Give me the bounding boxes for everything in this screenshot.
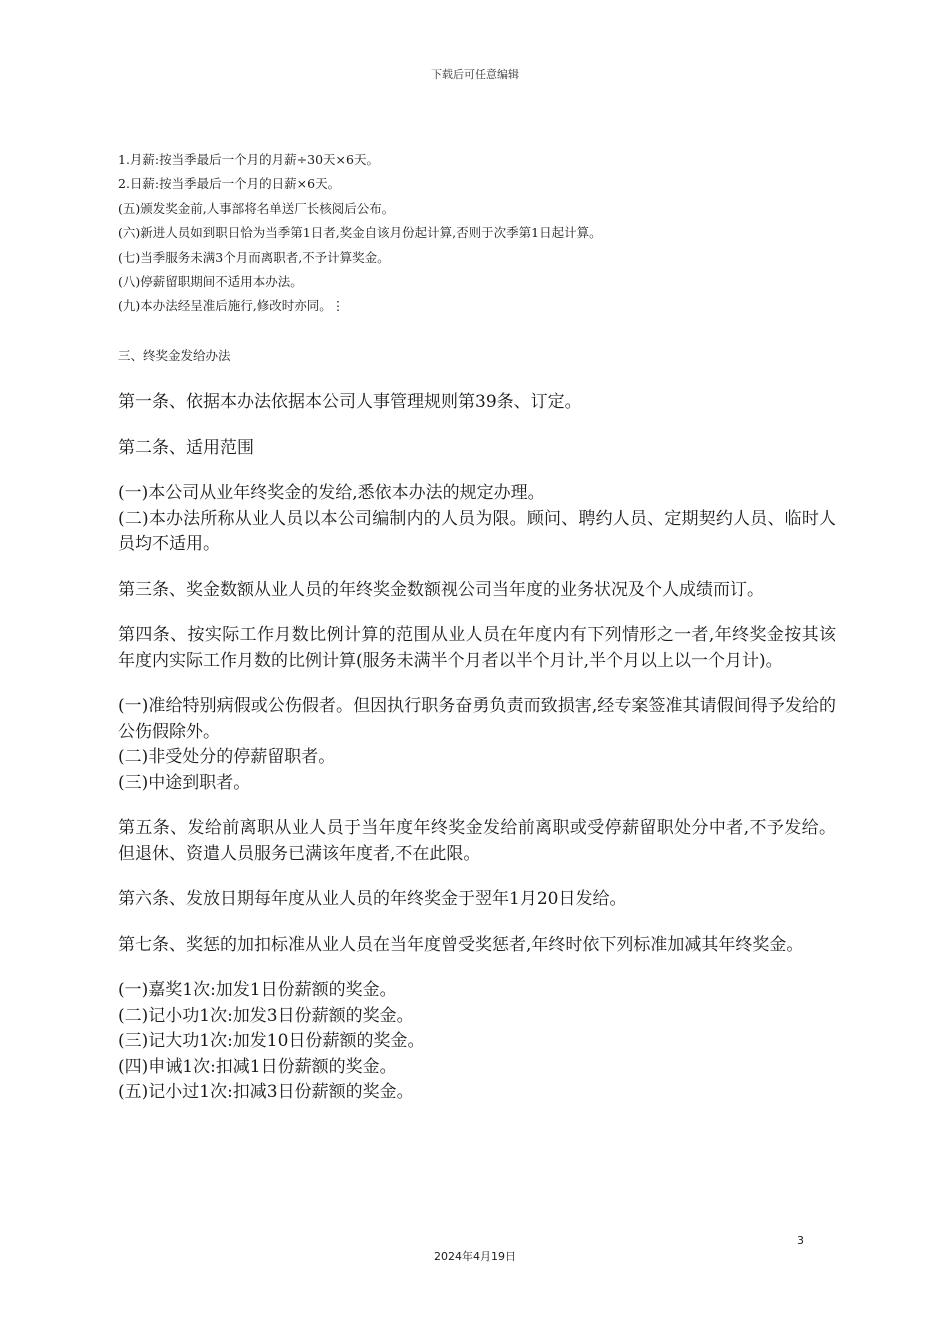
- article-7: 第七条、奖惩的加扣标准从业人员在当年度曾受奖惩者,年终时依下列标准加减其年终奖金。: [118, 934, 804, 955]
- article-4: 第四条、按实际工作月数比例计算的范围从业人员在年度内有下列情形之一者,年终奖金按其该年度内实际工作月数的比例计算(服务未满半个月者以半个月计,半个月以上以一个月计)。: [118, 625, 836, 671]
- article-5: 第五条、发给前离职从业人员于当年度年终奖金发给前离职或受停薪留职处分中者,不予发给。但退休、资遣人员服务已满该年度者,不在此限。: [118, 818, 836, 864]
- clause-item: (一)本公司从业年终奖金的发给,悉依本办法的规定办理。: [118, 483, 545, 503]
- list-item: (六)新进人员如到职日恰为当季第1日者,奖金自该月份起计算,否则于次季第1日起计算。: [118, 225, 602, 241]
- article-1: 第一条、依据本办法依据本公司人事管理规则第39条、订定。: [118, 392, 582, 412]
- clause-item: (一)嘉奖1次:加发1日份薪额的奖金。: [118, 980, 397, 1000]
- clause-item: (二)记小功1次:加发3日份薪额的奖金。: [118, 1005, 414, 1026]
- page-header: 下载后可任意编辑: [431, 68, 519, 81]
- page-number: 3: [797, 1234, 804, 1247]
- clause-item: (二)本办法所称从业人员以本公司编制内的人员为限。顾问、聘约人员、定期契约人员、临时人员均不适用。: [118, 508, 836, 554]
- clause-item: (二)非受处分的停薪留职者。: [118, 747, 336, 767]
- clause-item: (三)记大功1次:加发10日份薪额的奖金。: [118, 1031, 425, 1051]
- list-item: 2.日薪:按当季最后一个月的日薪×6天。: [118, 176, 341, 192]
- clause-item: (五)记小过1次:扣减3日份薪额的奖金。: [118, 1082, 414, 1102]
- list-item: (九)本办法经呈准后施行,修改时亦同。⋮: [118, 298, 345, 314]
- page-footer-date: 2024年4月19日: [434, 1250, 516, 1263]
- document-body: [118, 390, 836, 1106]
- clause-item: (一)准给特别病假或公伤假者。但因执行职务奋勇负责而致损害,经专案签准其请假间得予发给的公伤假除外。: [118, 696, 836, 742]
- article-6: 第六条、发放日期每年度从业人员的年终奖金于翌年1月20日发给。: [118, 889, 627, 909]
- article-2: 第二条、适用范围: [118, 437, 254, 458]
- clause-item: (四)申诫1次:扣减1日份薪额的奖金。: [118, 1056, 397, 1077]
- list-item: (五)颁发奖金前,人事部将名单送厂长核阅后公布。: [118, 200, 395, 216]
- article-3: 第三条、奖金数额从业人员的年终奖金数额视公司当年度的业务状况及个人成绩而订。: [118, 579, 764, 600]
- list-item: (八)停薪留职期间不适用本办法。: [118, 273, 303, 289]
- previous-section-items: [118, 148, 838, 319]
- clause-item: (三)中途到职者。: [118, 772, 251, 793]
- list-item: 1.月薪:按当季最后一个月的月薪÷30天×6天。: [118, 152, 379, 167]
- section-heading: 三、终奖金发给办法: [118, 348, 231, 363]
- list-item: (七)当季服务未满3个月而离职者,不予计算奖金。: [118, 249, 390, 265]
